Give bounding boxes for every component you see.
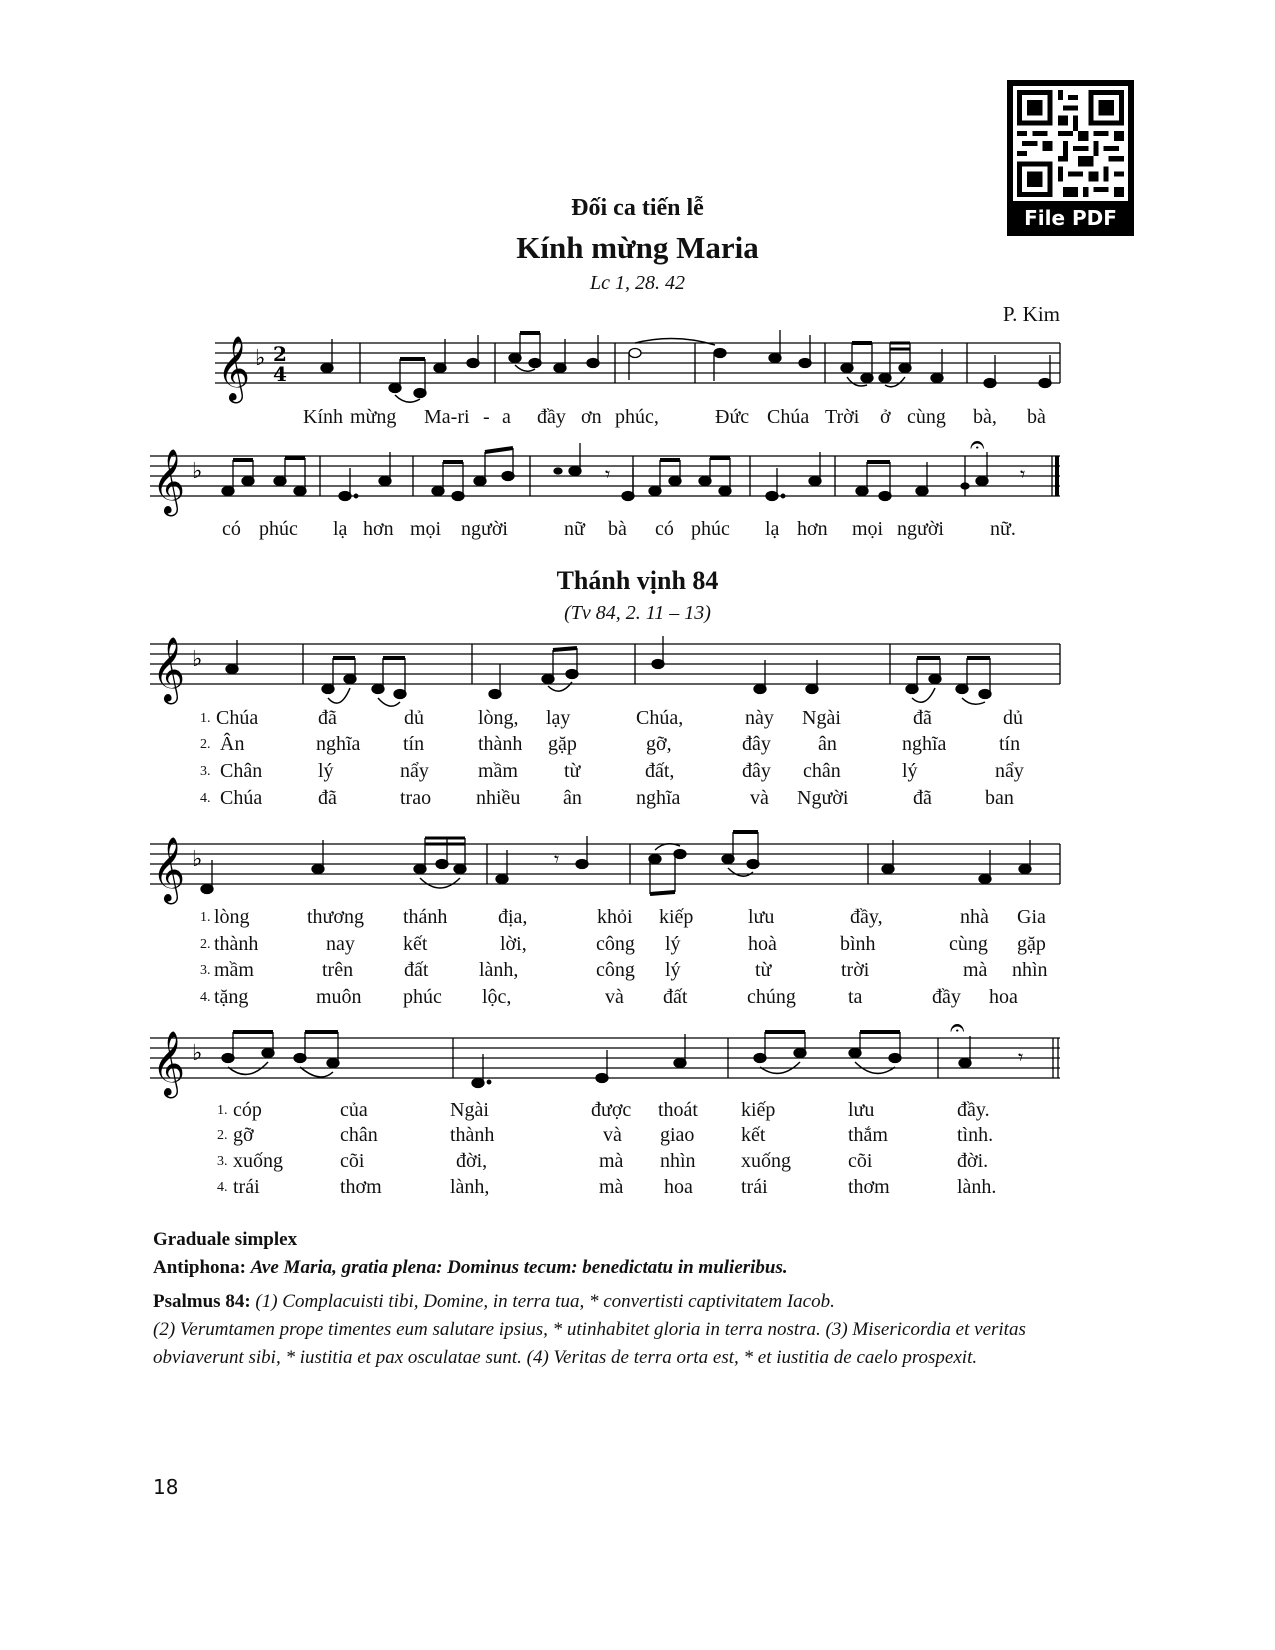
- psalm-title: Thánh vịnh 84: [556, 566, 719, 595]
- rest-icon: 𝄾: [605, 462, 611, 486]
- antiphon-lyrics-line-1: Kính mừng Ma-ri - a đầy ơn phúc, Đức Chúa Trời ở cùng bà, bà: [303, 406, 1046, 428]
- verse-2-line: 2. Ân nghĩa tín thành gặp gỡ, đây ân nghĩa tín: [200, 733, 1021, 755]
- verse-4-line: 4. tặng muôn phúc lộc, và đất chúng ta đầy hoa: [200, 986, 1018, 1008]
- treble-clef-icon: 𝄞: [152, 1031, 186, 1096]
- psalm-staff-3: [150, 1013, 1060, 1102]
- psalm-staff-2: [150, 828, 1060, 908]
- music-staff-2: [150, 430, 1060, 518]
- verse-4-line: 4. Chúa đã trao nhiều ân nghĩa và Người đã ban: [200, 787, 1014, 809]
- fermata-icon: 𝄐: [970, 430, 985, 460]
- psalm-staff-1: [150, 628, 1060, 708]
- section-subtitle: Đối ca tiến lễ: [571, 195, 704, 221]
- svg-text:♭: ♭: [255, 346, 266, 371]
- verse-3-line: 3. Chân lý nẩy mầm từ đất, đây chân lý nẩy: [200, 760, 1024, 782]
- rest-icon: 𝄾: [554, 847, 560, 871]
- psalmus-rest: (2) Verumtamen prope timentes eum salutare ipsius, * utinhabitet gloria in terra nostra. (3) Misericordia et veritas obviaverunt sibi, * iustitia et pax osculatae sunt. (4) Veritas de terra orta est, * et iustitia de caelo prospexit.: [153, 1319, 1026, 1368]
- verse-3-line: 3. xuống cõi đời, mà nhìn xuống cõi đời.: [217, 1150, 989, 1172]
- qr-code-icon: [1013, 86, 1128, 201]
- treble-clef-icon: 𝄞: [217, 336, 251, 401]
- graduale-heading: Graduale simplex: [153, 1229, 298, 1250]
- svg-text:♭: ♭: [192, 847, 203, 872]
- fermata-icon: 𝄐: [950, 1013, 965, 1043]
- antiphona-label: Antiphona:: [153, 1257, 246, 1278]
- svg-text:♭: ♭: [192, 459, 203, 484]
- psalmus-label: Psalmus 84:: [153, 1291, 251, 1312]
- composer: P. Kim: [1002, 302, 1060, 326]
- qr-label: File PDF: [1024, 206, 1117, 230]
- verse-1-line: 1. lòng thương thánh địa, khỏi kiếp lưu đầy, nhà Gia: [200, 906, 1046, 928]
- svg-text:♭: ♭: [192, 1041, 203, 1066]
- verse-1-line: 1. Chúa đã dủ lòng, lạy Chúa, này Ngài đã dủ: [200, 707, 1023, 729]
- antiphona-text: Ave Maria, gratia plena: Dominus tecum: benedictatu in mulieribus.: [250, 1257, 788, 1278]
- psalmus-paragraph: [153, 1288, 1063, 1372]
- svg-text:♭: ♭: [192, 647, 203, 672]
- verse-2-line: 2. thành nay kết lời, công lý hoà bình cùng gặp: [200, 933, 1046, 955]
- treble-clef-icon: 𝄞: [152, 449, 186, 514]
- antiphon-lyrics-line-2: có phúc lạ hơn mọi người nữ bà có phúc lạ hơn mọi người nữ.: [222, 518, 1016, 540]
- rest-icon: 𝄾: [1018, 1045, 1024, 1069]
- psalm-reference: (Tv 84, 2. 11 – 13): [564, 602, 711, 624]
- psalmus-line-1: (1) Complacuisti tibi, Domine, in terra tua, * convertisti captivitatem Iacob.: [255, 1291, 835, 1312]
- svg-text:4: 4: [273, 362, 287, 386]
- verse-1-line: 1. cóp của Ngài được thoát kiếp lưu đầy.: [217, 1099, 990, 1121]
- antiphona-line: [153, 1254, 1063, 1282]
- music-staff-1: [215, 335, 1060, 405]
- song-title: Kính mừng Maria: [516, 230, 759, 265]
- treble-clef-icon: 𝄞: [152, 637, 186, 702]
- page-number: 18: [153, 1475, 179, 1499]
- rest-icon: 𝄾: [1020, 462, 1026, 486]
- verse-2-line: 2. gỡ chân thành và giao kết thắm tình.: [217, 1124, 994, 1146]
- svg-text:2: 2: [273, 342, 287, 366]
- verse-3-line: 3. mầm trên đất lành, công lý từ trời mà nhìn: [200, 959, 1048, 981]
- treble-clef-icon: 𝄞: [152, 837, 186, 902]
- verse-4-line: 4. trái thơm lành, mà hoa trái thơm lành.: [217, 1176, 997, 1198]
- scripture-reference: Lc 1, 28. 42: [590, 272, 685, 294]
